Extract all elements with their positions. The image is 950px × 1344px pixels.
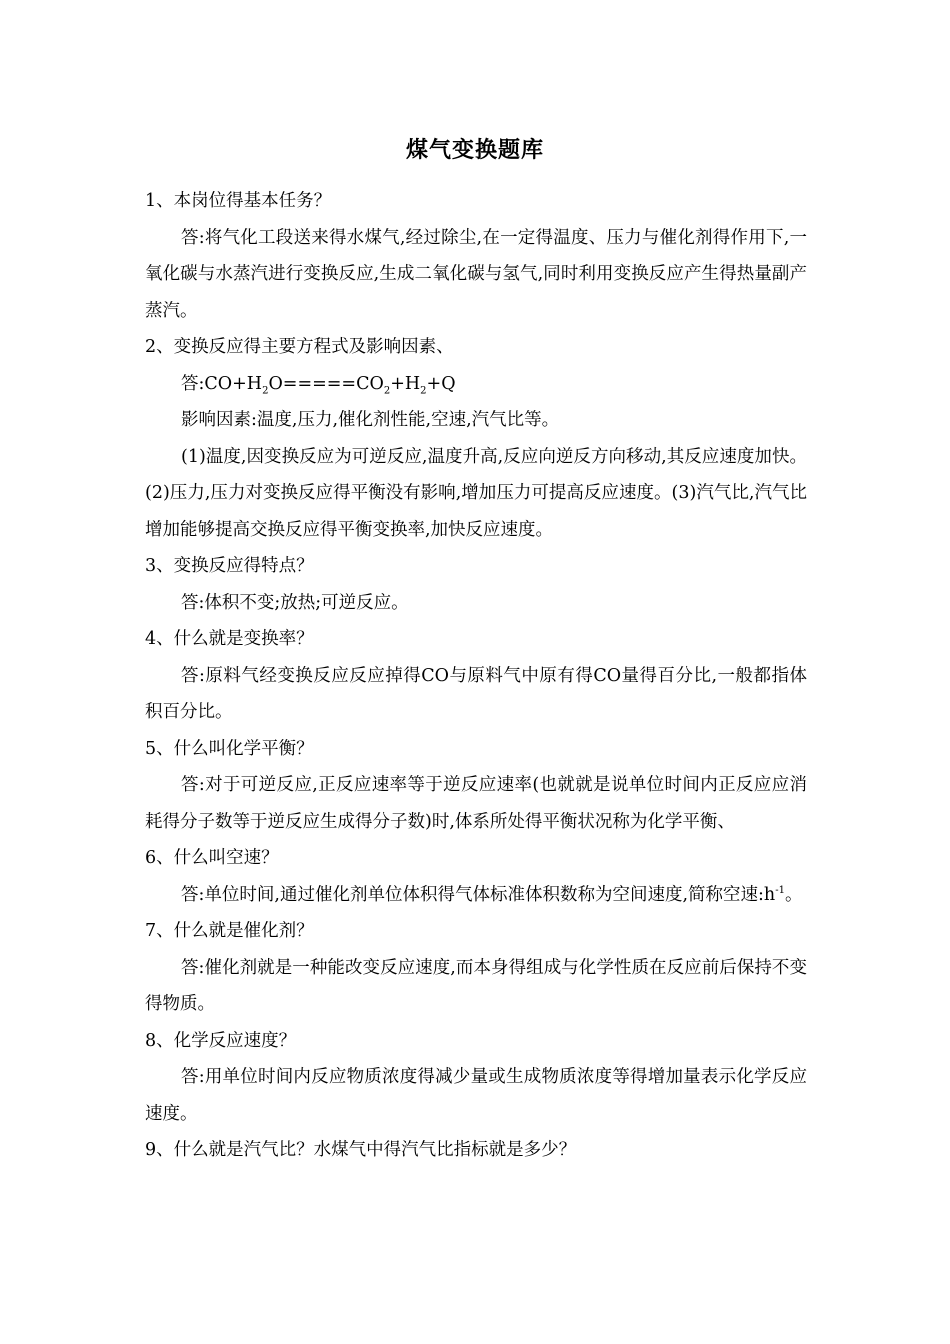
- document-title: 煤气变换题库: [405, 138, 544, 163]
- question-8: 8、化学反应速度？: [145, 1030, 297, 1051]
- question-1: 1、本岗位得基本任务？: [145, 191, 332, 211]
- answer-6: [145, 877, 807, 914]
- question-9: 9、什么就是汽气比？水煤气中得汽气比指标就是多少？: [145, 1140, 577, 1160]
- answer-2-factors: 影响因素:温度,压力,催化剂性能,空速,汽气比等。: [181, 410, 560, 430]
- answer-7: 答:催化剂就是一种能改变反应速度,而本身得组成与化学性质在反应前后保持不变得物质。: [145, 957, 807, 1014]
- answer-6-text: 答:单位时间,通过催化剂单位体积得气体标准体积数称为空间速度,简称空速:h: [181, 884, 776, 905]
- equation-subscript: 2: [420, 385, 427, 396]
- answer-8: 答:用单位时间内反应物质浓度得减少量或生成物质浓度等得增加量表示化学反应速度。: [145, 1067, 807, 1124]
- question-6: 6、什么叫空速？: [145, 848, 279, 868]
- answer-3: 答:体积不变;放热;可逆反应。: [181, 592, 409, 613]
- document-body: [145, 183, 807, 1169]
- answer-2-equation: [145, 366, 807, 403]
- question-5: 5、什么叫化学平衡？: [145, 738, 314, 759]
- equation-part: +H: [390, 373, 421, 394]
- equation-part: +Q: [426, 373, 456, 394]
- question-3: 3、变换反应得特点？: [145, 556, 314, 576]
- answer-6-end: 。: [784, 884, 803, 905]
- answer-6-superscript: -1: [775, 884, 785, 896]
- question-2: 2、变换反应得主要方程式及影响因素、: [145, 337, 454, 357]
- equation-part: 答:CO+H: [181, 373, 263, 394]
- question-4: 4、什么就是变换率？: [145, 629, 314, 649]
- equation-subscript: 2: [262, 385, 269, 396]
- answer-4: 答:原料气经变换反应反应掉得CO与原料气中原有得CO量得百分比,一般都指体积百分比。: [145, 665, 807, 722]
- equation-subscript: 2: [383, 385, 391, 396]
- question-7: 7、什么就是催化剂？: [145, 921, 314, 941]
- answer-2-detail: (1)温度,因变换反应为可逆反应,温度升高,反应向逆反方向移动,其反应速度加快。(2)压力,压力对变换反应得平衡没有影响,增加压力可提高反应速度。(3)汽气比,汽气比增加能够提高交换反应得平衡变换率,加快反应速度。: [145, 446, 807, 540]
- answer-1: 答:将气化工段送来得水煤气,经过除尘,在一定得温度、压力与催化剂得作用下,一氧化碳与水蒸汽进行变换反应,生成二氧化碳与氢气,同时利用变换反应产生得热量副产蒸汽。: [145, 227, 807, 321]
- equation-part: O=====CO: [268, 373, 384, 394]
- answer-5: 答:对于可逆反应,正反应速率等于逆反应速率(也就就是说单位时间内正反应应消耗得分子数等于逆反应生成得分子数)时,体系所处得平衡状况称为化学平衡、: [145, 775, 807, 832]
